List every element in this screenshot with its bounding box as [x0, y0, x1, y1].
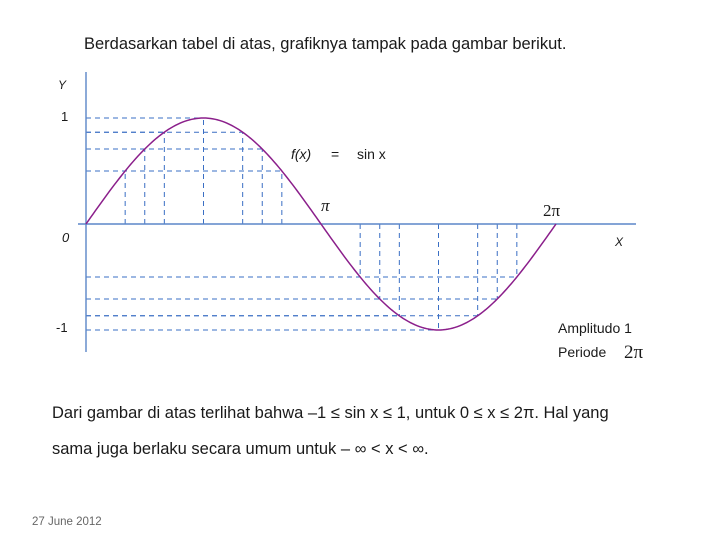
x-tick-label-2pi: 2π: [543, 201, 561, 220]
formula-equals: =: [331, 146, 340, 162]
heading-text: Berdasarkan tabel di atas, grafiknya tampak pada gambar berikut.: [84, 35, 567, 53]
amplitude-label: Amplitudo 1: [558, 320, 632, 336]
y-tick-label-0: 0: [62, 230, 70, 245]
conclusion-line-2: sama juga berlaku secara umum untuk – ∞ < x < ∞.: [52, 440, 429, 458]
y-axis-label: Y: [58, 78, 67, 92]
formula-lhs: f(x): [291, 146, 312, 162]
conclusion-line-1: Dari gambar di atas terlihat bahwa –1 ≤ sin x ≤ 1, untuk 0 ≤ x ≤ 2π. Hal yang: [52, 404, 609, 422]
y-tick-label-1: 1: [61, 109, 69, 124]
period-value: 2π: [624, 342, 644, 363]
x-tick-label-pi: π: [321, 196, 330, 215]
y-tick-label-neg1: -1: [56, 320, 68, 335]
x-axis-label: X: [615, 235, 624, 249]
footer-date: 27 June 2012: [32, 516, 102, 528]
period-label: Periode: [558, 344, 607, 360]
formula-rhs: sin x: [357, 146, 386, 162]
